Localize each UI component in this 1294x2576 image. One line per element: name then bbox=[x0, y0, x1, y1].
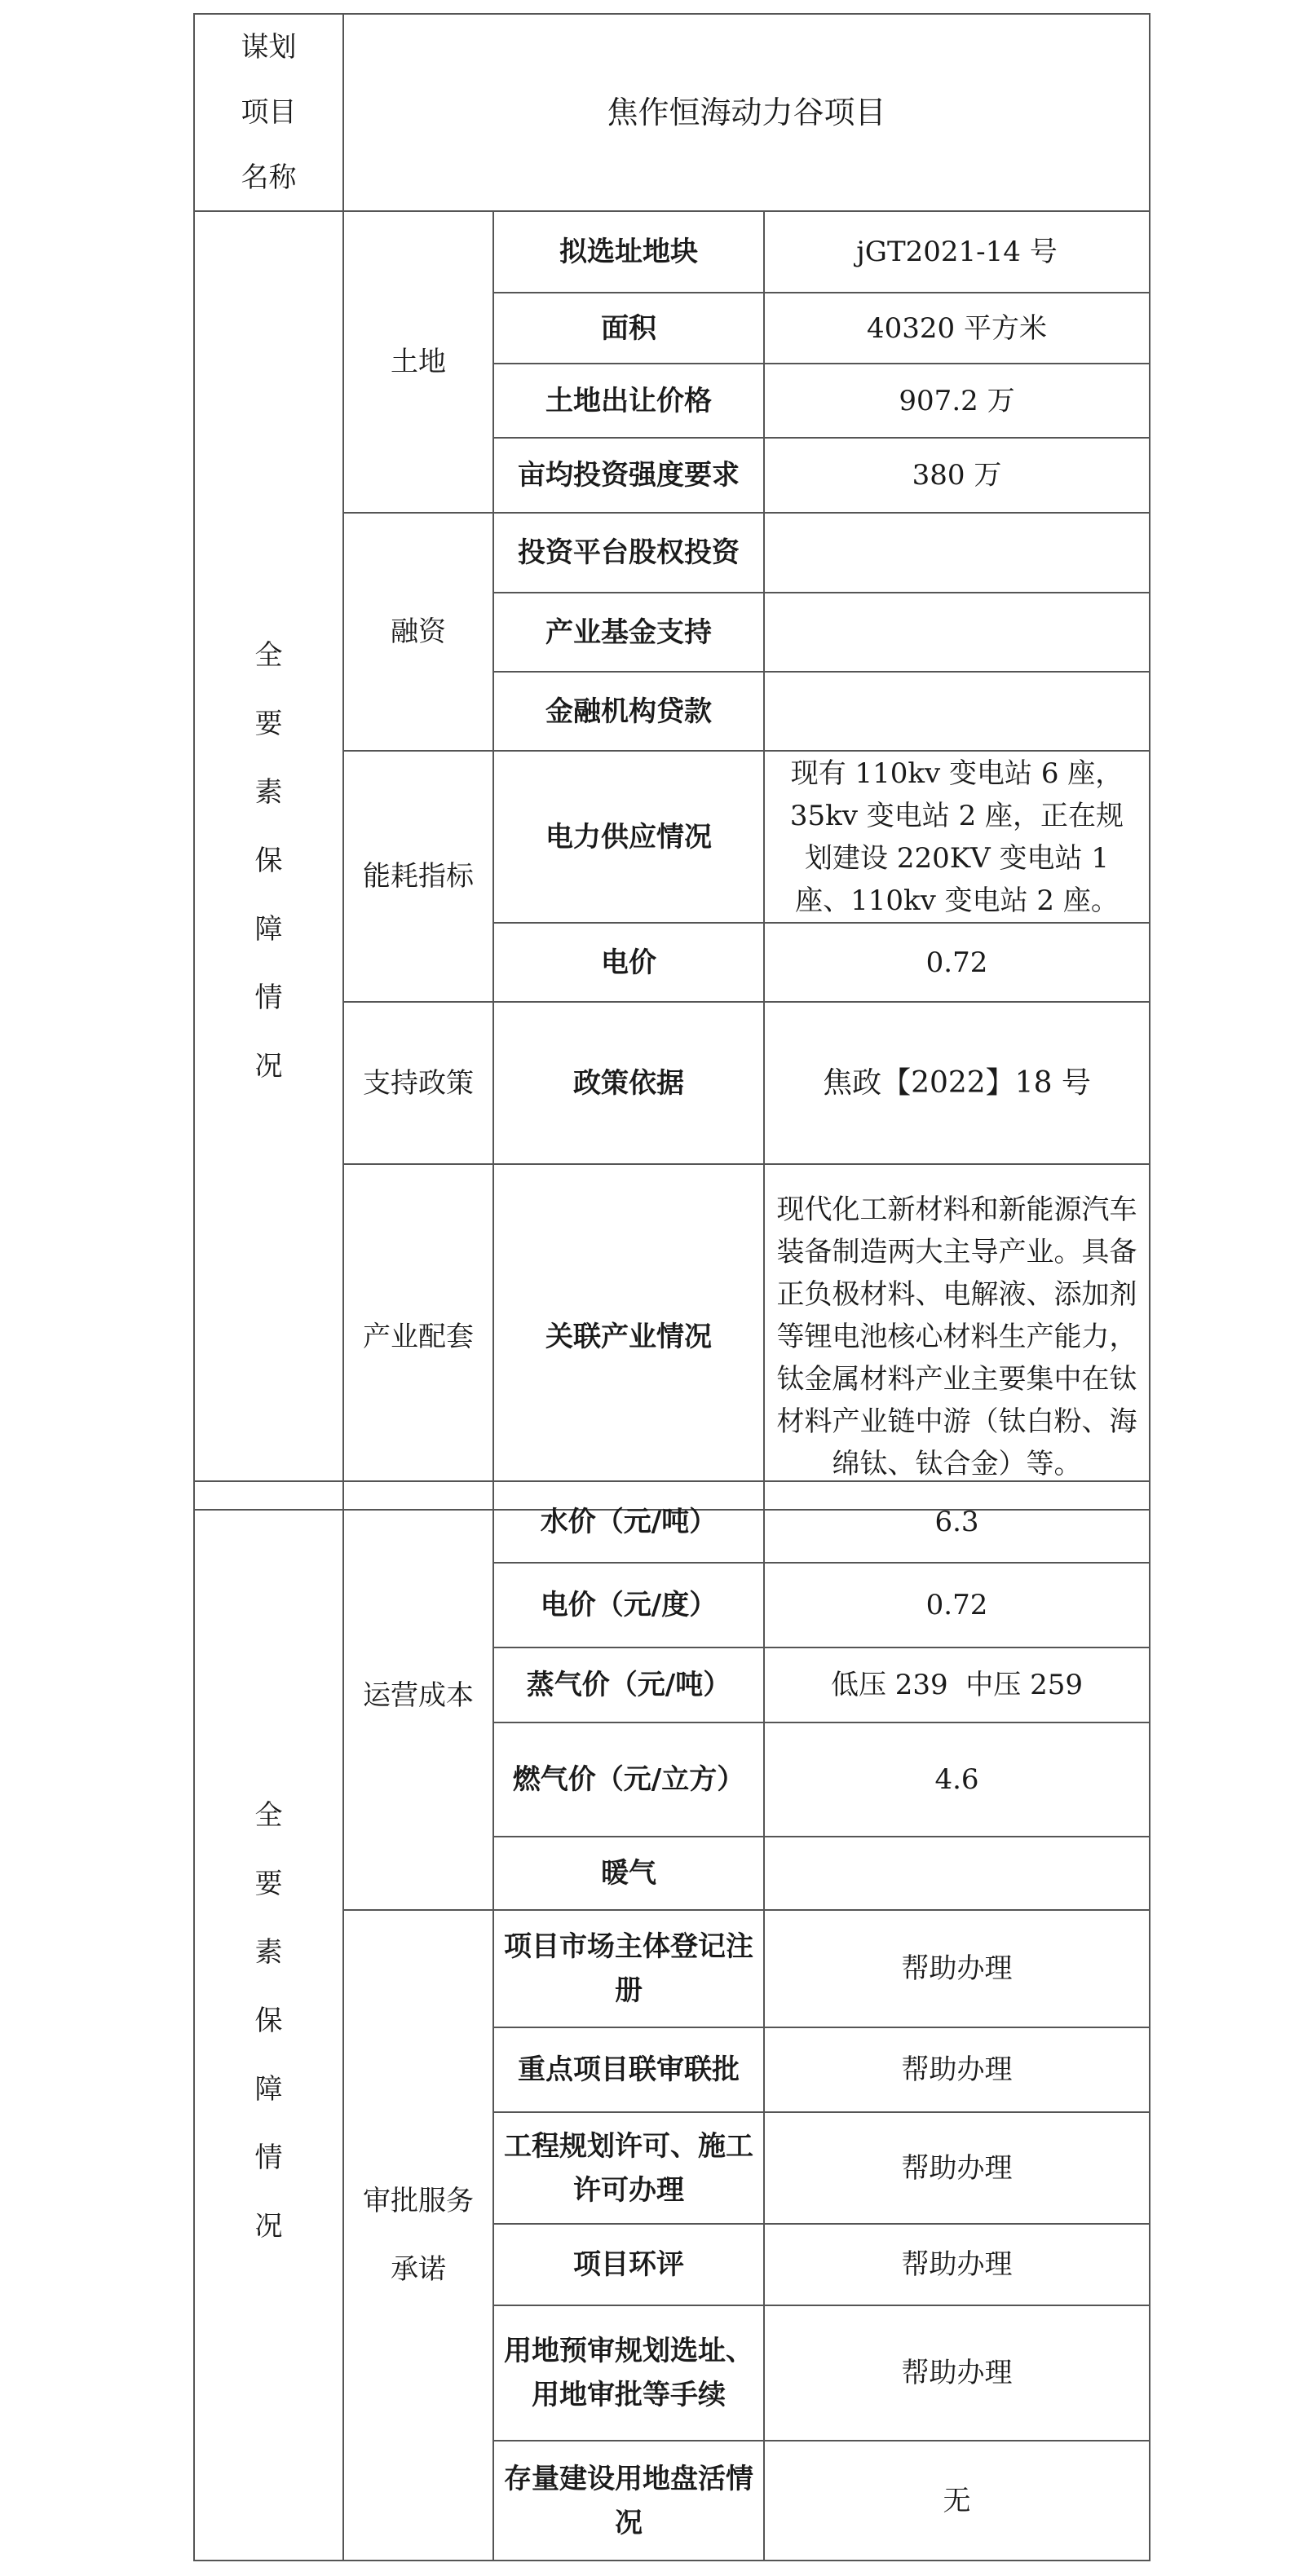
row-value bbox=[764, 513, 1150, 593]
row-item: 政策依据 bbox=[493, 1002, 764, 1164]
group-label-land: 土地 bbox=[343, 211, 493, 513]
table-row bbox=[194, 211, 1150, 293]
side-label-text: 全要素保障情况 bbox=[254, 638, 283, 1083]
row-value bbox=[764, 672, 1150, 751]
row-value: 帮助办理 bbox=[764, 2224, 1150, 2305]
row-value: 现代化工新材料和新能源汽车装备制造两大主导产业。具备正负极材料、电解液、添加剂等锂电池核心材料生产能力，钛金属材料产业主要集中在钛材料产业链中游（钛白粉、海绵钛、钛合金）等。 bbox=[764, 1164, 1150, 1510]
row-value: 6.3 bbox=[764, 1481, 1150, 1563]
group-label-industry: 产业配套 bbox=[343, 1164, 493, 1510]
side-label bbox=[194, 211, 343, 1510]
row-value: 帮助办理 bbox=[764, 2305, 1150, 2441]
row-value: 低压 239 中压 259 bbox=[764, 1647, 1150, 1722]
group-label-finance: 融资 bbox=[343, 513, 493, 751]
row-value: 无 bbox=[764, 2441, 1150, 2561]
group-label-approval bbox=[343, 1910, 493, 2561]
row-item: 暖气 bbox=[493, 1837, 764, 1910]
row-value: 焦政【2022】18 号 bbox=[764, 1002, 1150, 1164]
row-item: 水价（元/吨） bbox=[493, 1481, 764, 1563]
row-item: 金融机构贷款 bbox=[493, 672, 764, 751]
row-item: 关联产业情况 bbox=[493, 1164, 764, 1510]
row-value bbox=[764, 593, 1150, 672]
row-item: 面积 bbox=[493, 293, 764, 364]
row-item: 亩均投资强度要求 bbox=[493, 438, 764, 513]
row-item: 用地预审规划选址、用地审批等手续 bbox=[493, 2305, 764, 2441]
row-item: 重点项目联审联批 bbox=[493, 2027, 764, 2112]
project-table-1 bbox=[193, 13, 1150, 1511]
side-label bbox=[194, 1481, 343, 2561]
row-value: 帮助办理 bbox=[764, 1910, 1150, 2027]
row-item: 土地出让价格 bbox=[493, 364, 764, 438]
row-value: jGT2021-14 号 bbox=[764, 211, 1150, 293]
project-table-2 bbox=[193, 1480, 1150, 2561]
row-item: 项目环评 bbox=[493, 2224, 764, 2305]
group-label-policy: 支持政策 bbox=[343, 1002, 493, 1164]
table-row bbox=[194, 1481, 1150, 1563]
side-label-text: 全要素保障情况 bbox=[254, 1799, 283, 2243]
row-item: 拟选址地块 bbox=[493, 211, 764, 293]
group-label-energy: 能耗指标 bbox=[343, 751, 493, 1002]
row-value: 40320 平方米 bbox=[764, 293, 1150, 364]
row-item: 产业基金支持 bbox=[493, 593, 764, 672]
project-name-value: 焦作恒海动力谷项目 bbox=[343, 14, 1150, 211]
row-value bbox=[764, 1837, 1150, 1910]
row-value: 0.72 bbox=[764, 923, 1150, 1002]
row-item: 工程规划许可、施工许可办理 bbox=[493, 2112, 764, 2224]
row-item: 投资平台股权投资 bbox=[493, 513, 764, 593]
row-value: 380 万 bbox=[764, 438, 1150, 513]
row-value: 907.2 万 bbox=[764, 364, 1150, 438]
group-label-approval-text: 审批服务承诺 bbox=[363, 2185, 474, 2286]
row-value: 帮助办理 bbox=[764, 2027, 1150, 2112]
header-row bbox=[194, 14, 1150, 211]
row-value: 4.6 bbox=[764, 1722, 1150, 1837]
row-item: 蒸气价（元/吨） bbox=[493, 1647, 764, 1722]
row-item: 项目市场主体登记注册 bbox=[493, 1910, 764, 2027]
row-value: 现有 110kv 变电站 6 座，35kv 变电站 2 座，正在规划建设 220KV 变电站 1 座、110kv 变电站 2 座。 bbox=[764, 751, 1150, 923]
row-item: 电价 bbox=[493, 923, 764, 1002]
row-item: 燃气价（元/立方） bbox=[493, 1722, 764, 1837]
group-label-cost: 运营成本 bbox=[343, 1481, 493, 1910]
row-item: 存量建设用地盘活情况 bbox=[493, 2441, 764, 2561]
row-value: 帮助办理 bbox=[764, 2112, 1150, 2224]
project-name-label: 谋划项目名称 bbox=[194, 14, 343, 211]
row-item: 电力供应情况 bbox=[493, 751, 764, 923]
row-item: 电价（元/度） bbox=[493, 1563, 764, 1647]
row-value: 0.72 bbox=[764, 1563, 1150, 1647]
